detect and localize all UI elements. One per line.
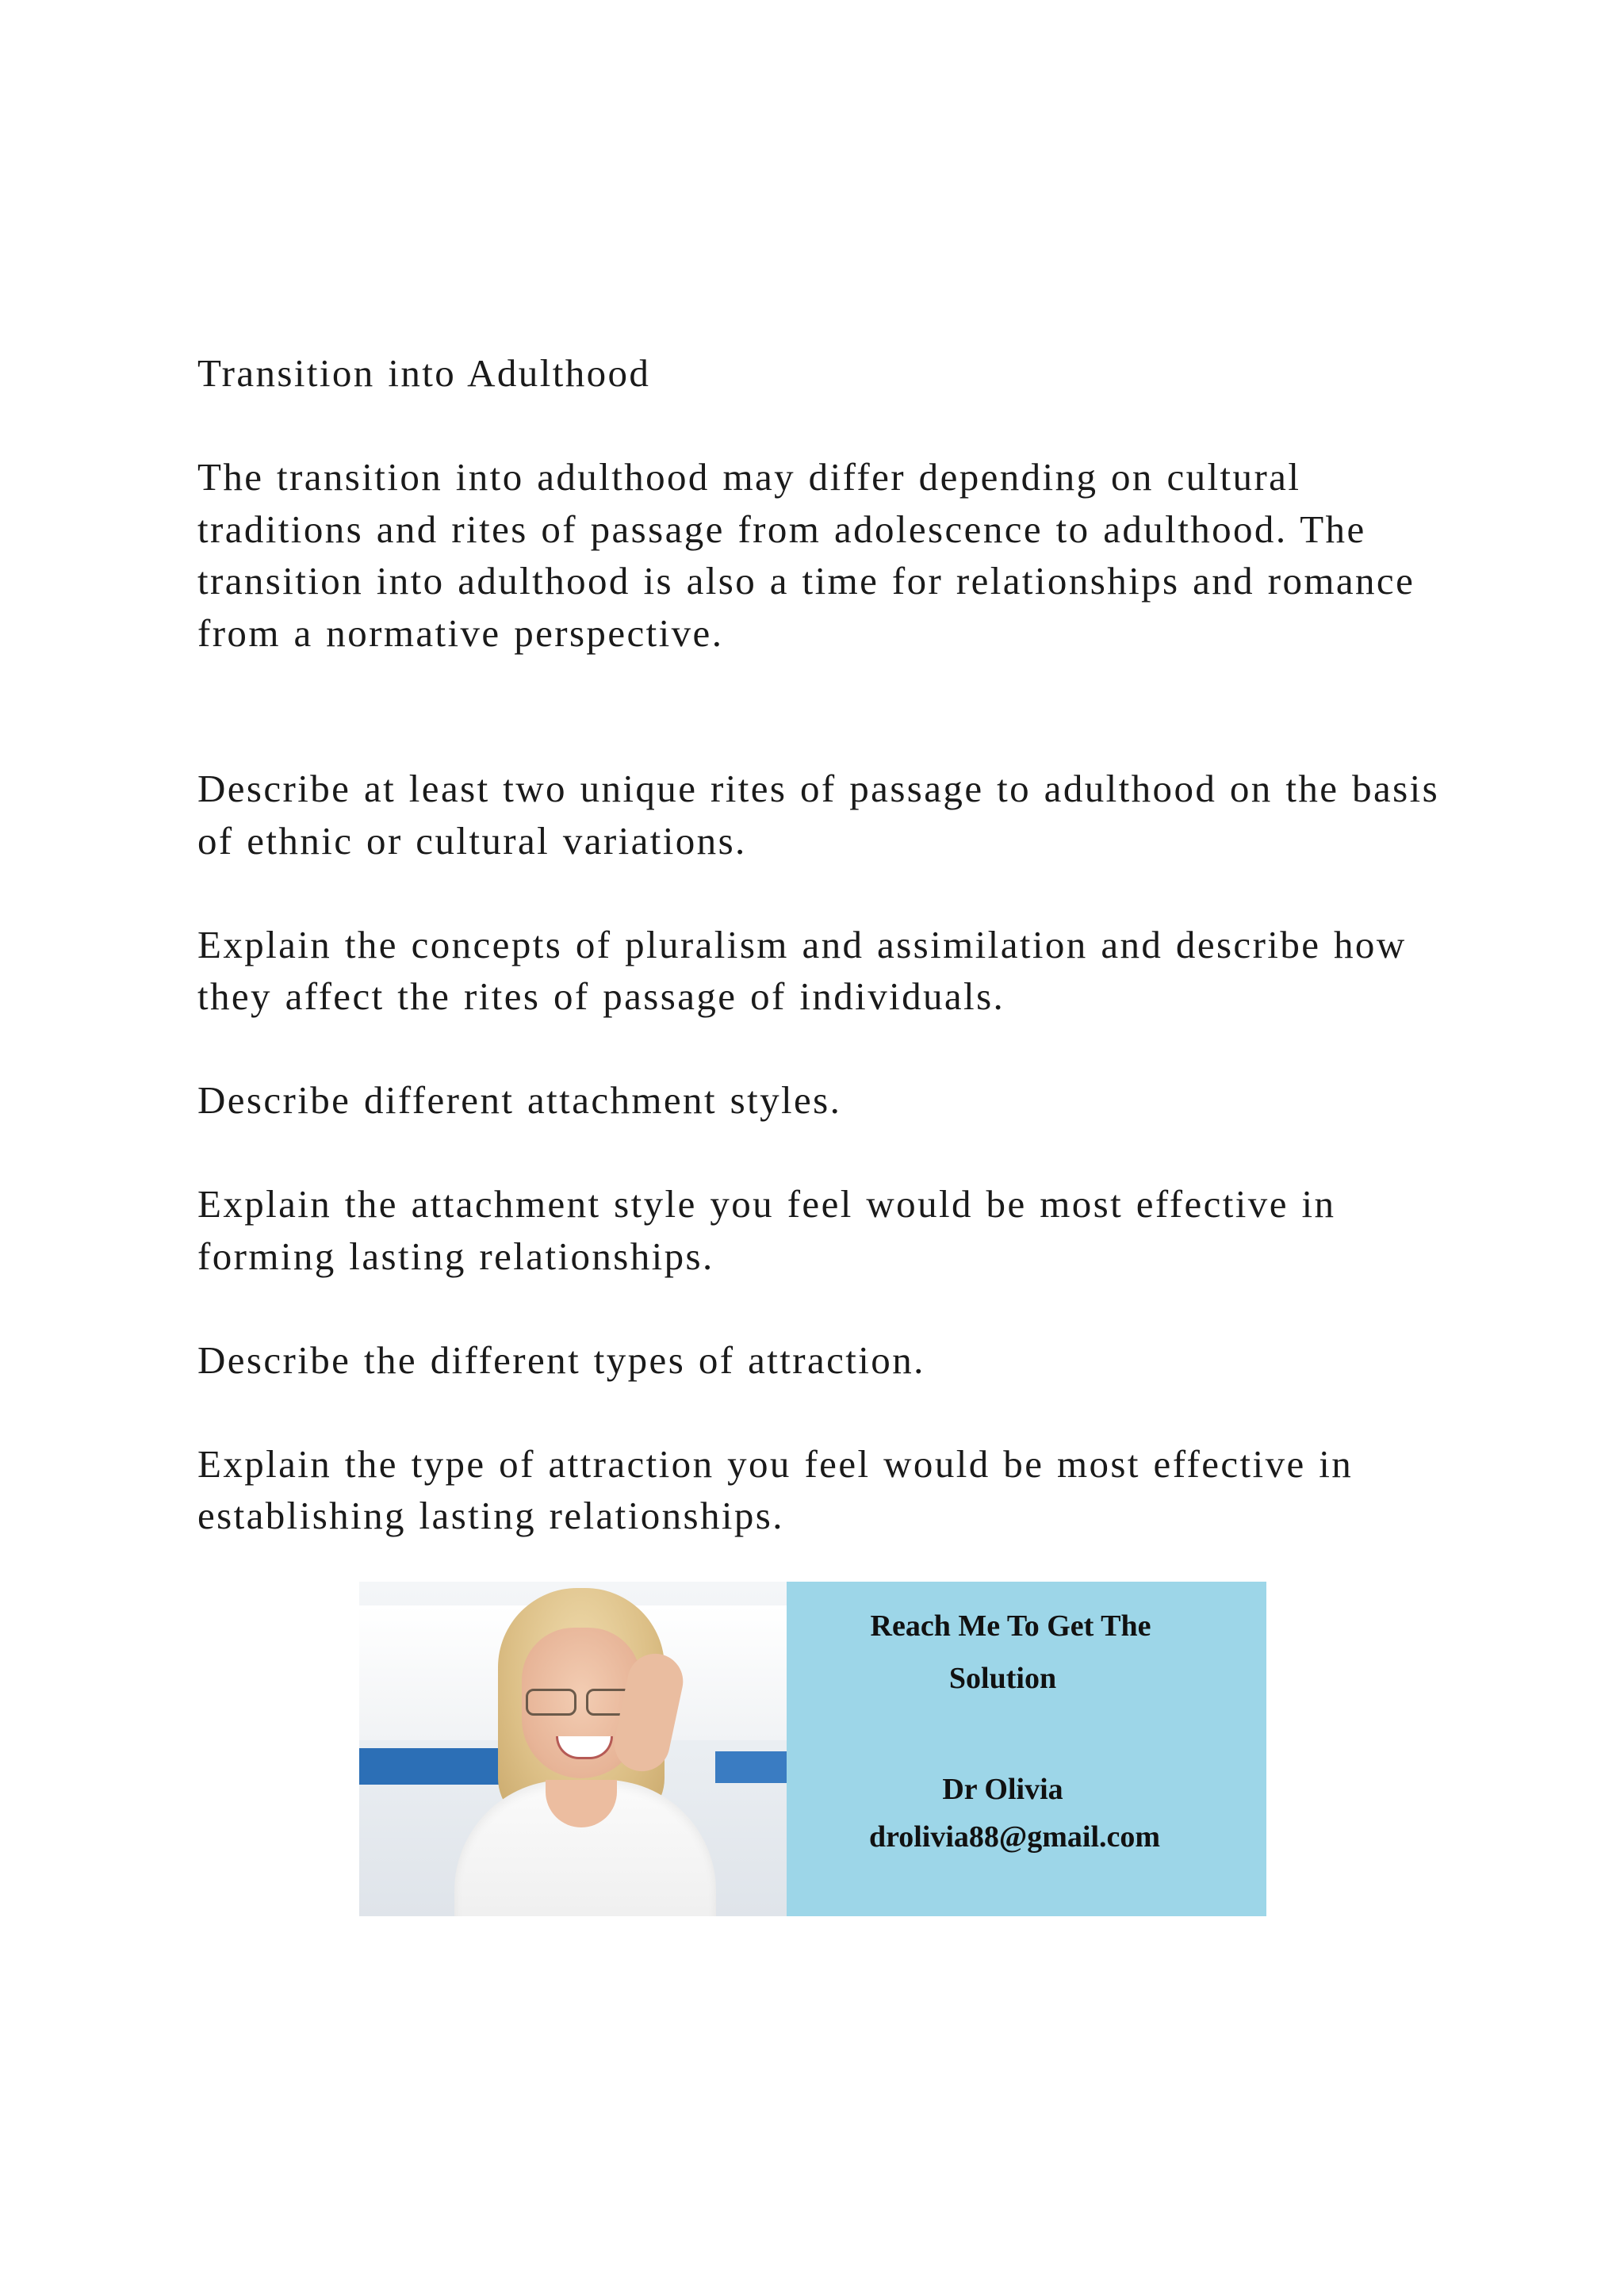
prompt-effective-attraction: Explain the type of attraction you feel would be most effective in establishing lasting relationships. <box>197 1441 1354 1537</box>
prompt-effective-attachment: Explain the attachment style you feel would be most effective in forming lasting relationships. <box>197 1182 1336 1278</box>
banner-contact-email: drolivia88@gmail.com <box>868 1820 1161 1854</box>
prompt-attachment-styles: Describe different attachment styles. <box>197 1078 842 1122</box>
intro-paragraph: The transition into adulthood may differ depending on cultural traditions and rites of passage from adolescence to adulthood. The transition into adulthood is also a time for relationships and romance from a normative perspective. <box>197 455 1415 655</box>
prompt-rites-of-passage: Describe at least two unique rites of passage to adulthood on the basis of ethnic or cultural variations. <box>197 767 1440 863</box>
prompt-attraction-types: Describe the different types of attraction. <box>197 1337 925 1382</box>
banner-heading-line2: Solution <box>948 1662 1057 1695</box>
banner-contact-name: Dr Olivia <box>942 1773 1063 1806</box>
prompt-pluralism-assimilation: Explain the concepts of pluralism and assimilation and describe how they affect the rites of passage of individuals. <box>197 922 1407 1018</box>
banner-heading-line1: Reach Me To Get The <box>870 1609 1151 1643</box>
banner-photo <box>359 1582 787 1916</box>
document-body <box>197 347 1466 1542</box>
contact-banner <box>359 1582 1266 1916</box>
document-title: Transition into Adulthood <box>197 351 651 395</box>
banner-info <box>787 1582 1266 1916</box>
